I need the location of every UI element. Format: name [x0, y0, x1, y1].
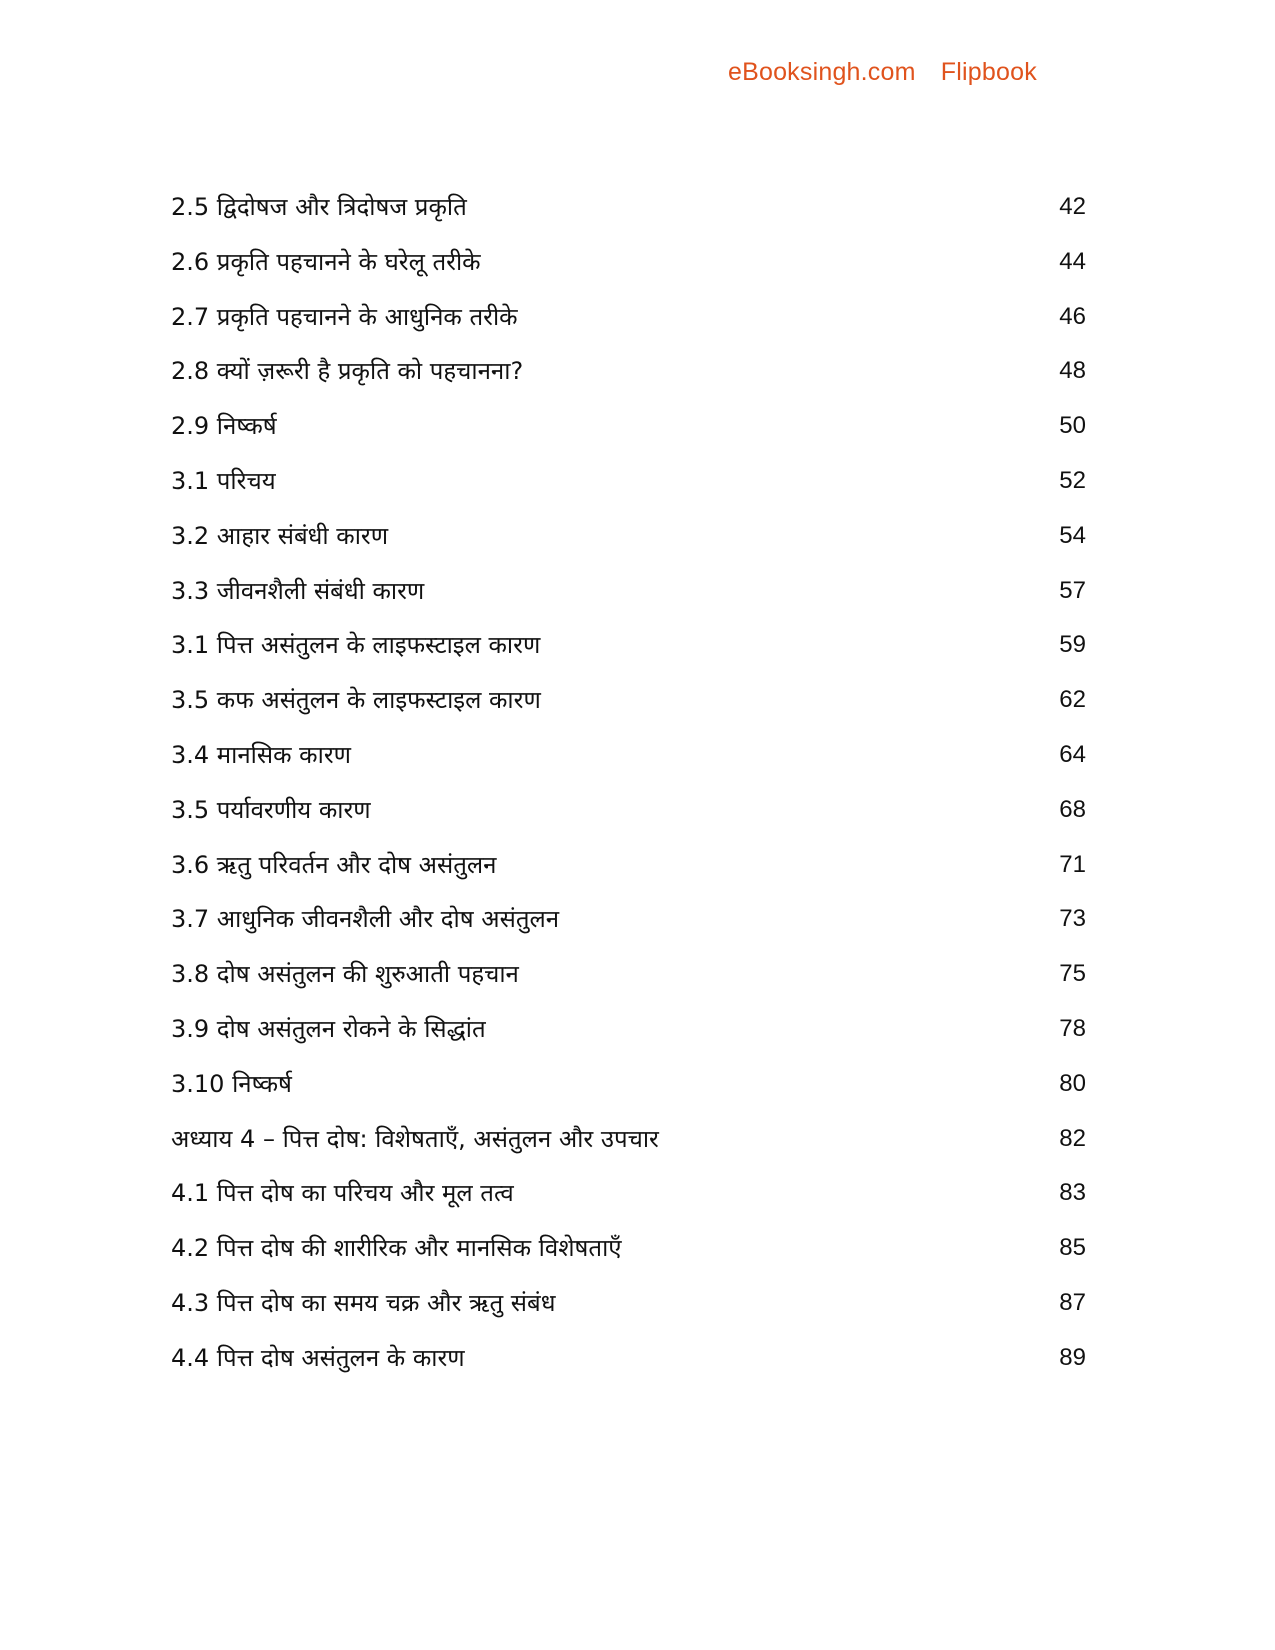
toc-entry [171, 1175, 1086, 1230]
toc-entry [171, 682, 1086, 737]
toc-entry-title: 3.1 पित्त असंतुलन के लाइफस्टाइल कारण [171, 631, 541, 660]
toc-entry [171, 189, 1086, 244]
toc-entry-page: 54 [1059, 521, 1086, 549]
toc-entry [171, 244, 1086, 299]
flipbook-label: Flipbook [940, 58, 1037, 86]
toc-entry [171, 1066, 1086, 1121]
toc-entry-title: 3.10 निष्कर्ष [171, 1069, 292, 1098]
toc-entry-title: 3.5 कफ असंतुलन के लाइफस्टाइल कारण [171, 686, 541, 715]
toc-entry-title: 2.6 प्रकृति पहचानने के घरेलू तरीके [171, 247, 481, 276]
toc-entry [171, 1285, 1086, 1340]
toc-entry-page: 75 [1059, 960, 1086, 988]
toc-entry-page: 68 [1059, 795, 1086, 823]
toc-entry-page: 59 [1059, 631, 1086, 659]
toc-entry-title: 3.2 आहार संबंधी कारण [171, 521, 389, 550]
toc-entry-page: 44 [1059, 247, 1086, 275]
toc-entry-title: 2.5 द्विदोषज और त्रिदोषज प्रकृति [171, 193, 467, 221]
toc-entry-title: 3.7 आधुनिक जीवनशैली और दोष असंतुलन [171, 905, 560, 934]
toc-entry-title: 3.3 जीवनशैली संबंधी कारण [171, 576, 425, 605]
toc-entry-page: 52 [1059, 466, 1086, 494]
toc-entry-title: 3.9 दोष असंतुलन रोकने के सिद्धांत [171, 1014, 486, 1043]
toc-entry-title: 3.6 ऋतु परिवर्तन और दोष असंतुलन [171, 850, 497, 879]
toc-entry-page: 80 [1059, 1069, 1086, 1097]
toc-entry-page: 57 [1059, 576, 1086, 604]
toc-entry-title: 4.1 पित्त दोष का परिचय और मूल तत्व [171, 1179, 514, 1208]
toc-entry [171, 1230, 1086, 1285]
toc-entry [171, 408, 1086, 463]
toc-entry [171, 353, 1086, 408]
toc-entry-page: 82 [1059, 1124, 1086, 1152]
toc-entry-page: 85 [1059, 1234, 1086, 1262]
table-of-contents [171, 189, 1086, 1395]
toc-entry-page: 50 [1059, 412, 1086, 440]
toc-entry-title: 3.5 पर्यावरणीय कारण [171, 795, 371, 824]
toc-entry [171, 627, 1086, 682]
toc-chapter-heading [171, 1121, 1086, 1176]
toc-entry-title: 2.7 प्रकृति पहचानने के आधुनिक तरीके [171, 302, 518, 331]
page-header [728, 58, 1037, 87]
toc-entry [171, 518, 1086, 573]
toc-entry-page: 46 [1059, 302, 1086, 330]
toc-entry-page: 83 [1059, 1179, 1086, 1207]
toc-entry-title: 3.8 दोष असंतुलन की शुरुआती पहचान [171, 960, 519, 989]
toc-entry-title: 3.4 मानसिक कारण [171, 740, 352, 769]
toc-entry-title: 4.3 पित्त दोष का समय चक्र और ऋतु संबंध [171, 1288, 556, 1317]
site-name[interactable]: eBooksingh.com [728, 58, 916, 86]
toc-entry-page: 78 [1059, 1014, 1086, 1042]
toc-entry-page: 42 [1059, 193, 1086, 220]
toc-entry [171, 956, 1086, 1011]
toc-entry-page: 73 [1059, 905, 1086, 933]
toc-entry [171, 847, 1086, 902]
toc-entry-page: 64 [1059, 740, 1086, 768]
toc-entry [171, 1340, 1086, 1395]
toc-entry-title: 3.1 परिचय [171, 466, 276, 495]
toc-entry-page: 71 [1059, 850, 1086, 878]
toc-entry-title: 2.9 निष्कर्ष [171, 412, 277, 441]
toc-entry [171, 901, 1086, 956]
toc-entry [171, 299, 1086, 354]
toc-entry [171, 792, 1086, 847]
toc-entry-page: 48 [1059, 357, 1086, 385]
toc-entry-page: 89 [1059, 1343, 1086, 1371]
toc-entry-page: 62 [1059, 686, 1086, 714]
toc-entry-title: अध्याय 4 – पित्त दोष: विशेषताएँ, असंतुलन और उपचार [171, 1124, 659, 1153]
toc-entry [171, 737, 1086, 792]
toc-entry [171, 463, 1086, 518]
toc-entry [171, 573, 1086, 628]
toc-entry [171, 1011, 1086, 1066]
toc-entry-page: 87 [1059, 1288, 1086, 1316]
toc-entry-title: 4.4 पित्त दोष असंतुलन के कारण [171, 1343, 465, 1372]
toc-entry-title: 4.2 पित्त दोष की शारीरिक और मानसिक विशेषताएँ [171, 1234, 622, 1263]
toc-entry-title: 2.8 क्यों ज़रूरी है प्रकृति को पहचानना? [171, 357, 524, 386]
